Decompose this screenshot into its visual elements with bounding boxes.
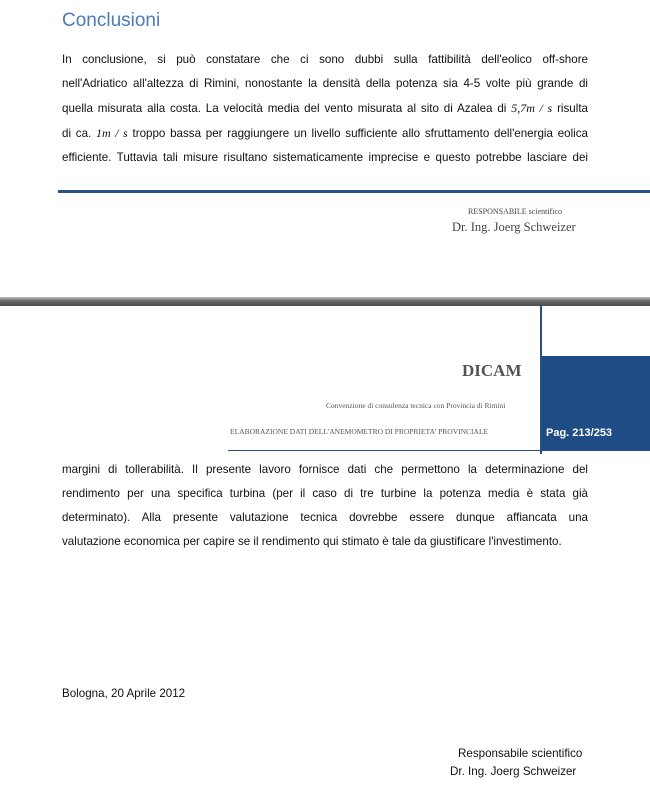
paragraph-line-with-formula (62, 96, 588, 121)
paragraph-line: In conclusione, si può constatare che ci sono dubbi sulla fattibilità dell'eolico off-shore (62, 53, 588, 66)
header-convention: Convenzione di consulenza tecnica con Provincia di Rimini (326, 401, 506, 410)
paragraph-line: efficiente. Tuttavia tali misure risultano sistematicamente imprecise e questo potrebbe lasciare dei (62, 151, 588, 164)
conclusion-paragraph-top (62, 48, 588, 170)
page-number: Pag. 213/253 (546, 427, 613, 439)
paragraph-line: rendimento per una specifica turbina (per il caso di tre turbine la potenza media è stata già (62, 487, 588, 500)
section-heading: Conclusioni (62, 10, 161, 31)
signature-name: Dr. Ing. Joerg Schweizer (452, 220, 576, 234)
document-page-top (0, 0, 650, 297)
signature-name: Dr. Ing. Joerg Schweizer (450, 765, 577, 778)
paragraph-text: risulta (557, 102, 588, 115)
paragraph-line: margini di tollerabilità. Il presente lavoro fornisce dati che permettono la determinazione del (62, 463, 588, 476)
document-date: Bologna, 20 Aprile 2012 (62, 687, 186, 700)
footer-rule (58, 190, 650, 193)
speed-difference-formula: 1m / s (96, 126, 128, 140)
paragraph-line: determinato). Alla presente valutazione tecnica dovrebbe essere dunque affiancata una (62, 511, 588, 524)
paragraph-line: nell'Adriatico all'altezza di Rimini, nonostante la densità della potenza sia 4-5 volte più grande di (62, 77, 588, 90)
wind-speed-formula: 5,7m / s (511, 101, 553, 115)
signature-label: Responsabile scientifico (458, 747, 583, 760)
header-title: DICAM (462, 361, 522, 380)
paragraph-text: quella misurata alla costa. La velocità media del vento misurata al sito di Azalea di (62, 102, 507, 115)
paragraph-line: valutazione economica per capire se il rendimento qui stimato è tale da giustificare l'investimento. (62, 535, 562, 548)
header-rule (228, 450, 650, 451)
conclusion-paragraph-bottom (62, 458, 588, 554)
paragraph-text: troppo bassa per raggiungere un livello sufficiente allo sfruttamento dell'energia eolica (132, 127, 588, 140)
header-elaboration: ELABORAZIONE DATI DELL'ANEMOMETRO DI PROPRIETA' PROVINCIALE (230, 427, 489, 436)
signature-label: RESPONSABILE scientifico (468, 207, 562, 216)
page-separator (0, 297, 650, 306)
paragraph-line-with-formula (62, 121, 588, 146)
paragraph-text: di ca. (62, 127, 92, 140)
